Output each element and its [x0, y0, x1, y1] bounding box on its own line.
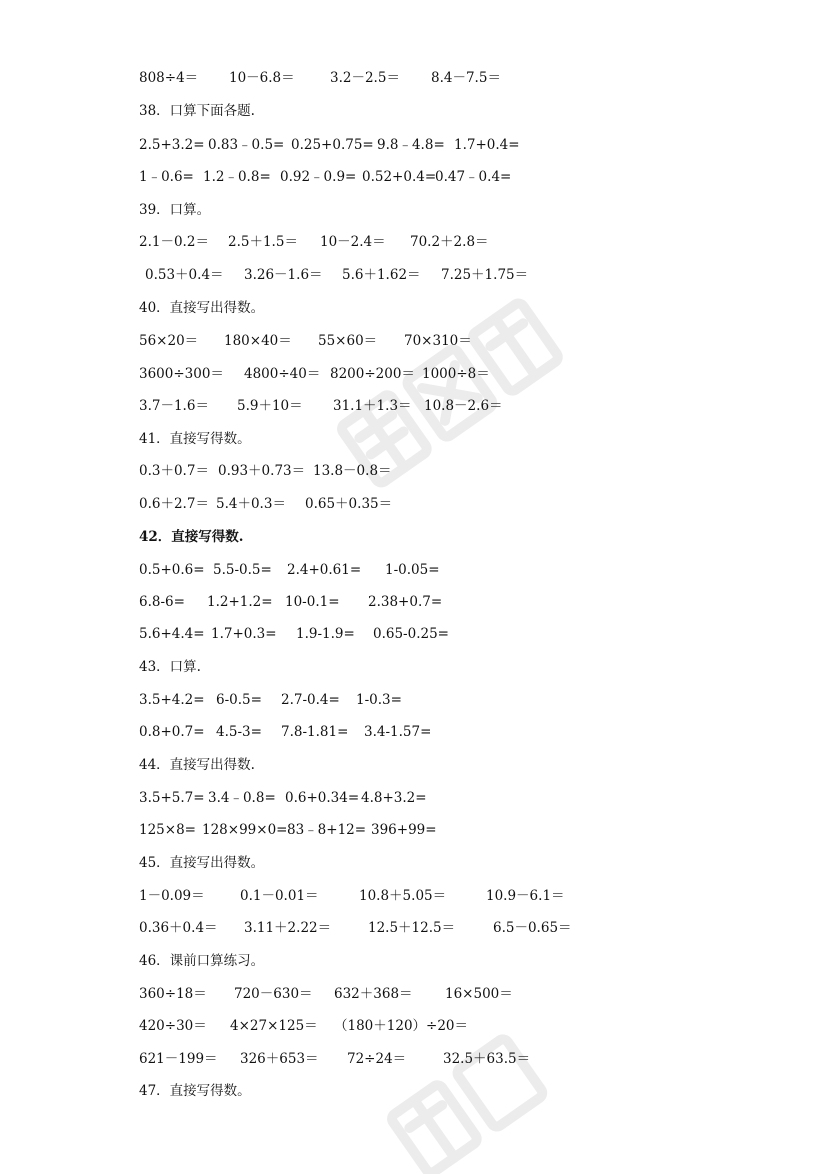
math-expression: 70.2＋2.8＝: [410, 234, 489, 250]
math-expression: 3.5+4.2=: [139, 692, 205, 708]
math-expression: 0.5+0.6=: [139, 562, 205, 578]
exercise-row: [0, 592, 830, 612]
math-expression: 3.4﹣0.8=: [208, 790, 276, 806]
math-expression: 621－199＝: [139, 1051, 218, 1067]
math-expression: 55×60＝: [318, 333, 378, 349]
math-expression: 6.5－0.65＝: [493, 920, 572, 936]
math-expression: 3.11＋2.22＝: [244, 920, 332, 936]
math-expression: 10－2.4＝: [320, 234, 386, 250]
math-expression: 720－630＝: [234, 986, 313, 1002]
math-expression: 0.65＋0.35＝: [305, 496, 393, 512]
math-expression: 12.5＋12.5＝: [368, 920, 456, 936]
exercise-row: [0, 788, 830, 808]
question-heading: 43．口算.: [139, 659, 201, 675]
math-expression: 6-0.5=: [216, 692, 262, 708]
math-expression: 125×8=: [139, 822, 196, 838]
math-expression: 0.93＋0.73＝: [218, 463, 306, 479]
math-expression: 0.36＋0.4＝: [139, 920, 218, 936]
math-expression: 3600÷300＝: [139, 366, 224, 382]
exercise-row: [0, 396, 830, 416]
math-expression: 1-0.3=: [356, 692, 402, 708]
math-expression: 396+99=: [371, 822, 437, 838]
math-expression: 3.7－1.6＝: [139, 398, 209, 414]
math-expression: 0.52+0.4=: [362, 169, 437, 185]
math-expression: 7.8-1.81=: [281, 724, 349, 740]
math-expression: 1.9-1.9=: [296, 626, 355, 642]
math-expression: 128×99×0=: [202, 822, 288, 838]
math-expression: 3.4-1.57=: [364, 724, 432, 740]
math-expression: 5.9＋10＝: [237, 398, 303, 414]
math-expression: 0.53＋0.4＝: [145, 267, 224, 283]
question-heading: 45．直接写出得数。: [139, 855, 265, 871]
math-expression: 1.2﹣0.8=: [203, 169, 271, 185]
math-expression: 2.5＋1.5＝: [228, 234, 298, 250]
exercise-row: [0, 494, 830, 514]
math-expression: 1000÷8＝: [422, 366, 490, 382]
math-expression: 2.1－0.2＝: [139, 234, 209, 250]
exercise-row: [0, 560, 830, 580]
math-expression: 0.65-0.25=: [373, 626, 449, 642]
exercise-row: [0, 918, 830, 938]
math-expression: 7.25＋1.75＝: [441, 267, 529, 283]
math-expression: 0.92﹣0.9=: [280, 169, 357, 185]
math-expression: 632＋368＝: [334, 986, 413, 1002]
math-expression: 180×40＝: [224, 333, 292, 349]
question-heading: 40．直接写出得数。: [139, 300, 265, 316]
math-expression: 3.5+5.7=: [139, 790, 205, 806]
exercise-row: [0, 984, 830, 1004]
exercise-row: [0, 722, 830, 742]
math-expression: 4.5-3=: [216, 724, 262, 740]
math-expression: 10.8－2.6＝: [424, 398, 503, 414]
math-expression: 0.6＋2.7＝: [139, 496, 209, 512]
exercise-row: [0, 331, 830, 351]
math-expression: 10－6.8＝: [229, 70, 295, 86]
math-expression: 8200÷200＝: [330, 366, 415, 382]
math-expression: （180＋120）÷20＝: [334, 1018, 469, 1034]
math-expression: 5.5-0.5=: [213, 562, 272, 578]
math-expression: 808÷4＝: [139, 70, 199, 86]
question-heading: 47．直接写得数。: [139, 1083, 251, 1099]
math-expression: 2.5+3.2=: [139, 137, 205, 153]
exercise-row: [0, 364, 830, 384]
math-expression: 5.6+4.4=: [139, 626, 205, 642]
math-expression: 326＋653＝: [240, 1051, 319, 1067]
math-expression: 32.5＋63.5＝: [443, 1051, 531, 1067]
math-expression: 0.8+0.7=: [139, 724, 205, 740]
math-expression: 1－0.09＝: [139, 888, 205, 904]
question-heading: 38．口算下面各题.: [139, 103, 255, 119]
math-expression: 1-0.05=: [385, 562, 440, 578]
math-expression: 3.2－2.5＝: [330, 70, 400, 86]
math-expression: 0.1－0.01＝: [240, 888, 319, 904]
math-expression: 1.7+0.3=: [211, 626, 277, 642]
exercise-row: [0, 690, 830, 710]
math-expression: 1.7+0.4=: [454, 137, 520, 153]
math-expression: 0.25+0.75=: [291, 137, 374, 153]
math-expression: 16×500＝: [445, 986, 513, 1002]
math-expression: 4×27×125＝: [230, 1018, 318, 1034]
math-expression: 9.8﹣4.8=: [377, 137, 445, 153]
math-expression: 1.2+1.2=: [207, 594, 273, 610]
question-heading: 44．直接写出得数.: [139, 757, 255, 773]
math-expression: 10.9－6.1＝: [486, 888, 565, 904]
question-heading: 39．口算。: [139, 202, 211, 218]
math-expression: 5.6＋1.62＝: [342, 267, 421, 283]
math-expression: 0.47﹣0.4=: [435, 169, 512, 185]
math-expression: 420÷30＝: [139, 1018, 207, 1034]
exercise-row: [0, 232, 830, 252]
math-expression: 0.3＋0.7＝: [139, 463, 209, 479]
exercise-row: [0, 461, 830, 481]
question-heading: 42．直接写得数.: [139, 529, 244, 545]
math-expression: 70×310＝: [404, 333, 472, 349]
math-expression: 83﹣8+12=: [287, 822, 367, 838]
math-expression: 4.8+3.2=: [361, 790, 427, 806]
question-heading: 41．直接写得数。: [139, 431, 251, 447]
exercise-row: [0, 265, 830, 285]
math-expression: 2.38+0.7=: [368, 594, 443, 610]
math-expression: 0.6+0.34=: [285, 790, 360, 806]
exercise-row: [0, 1049, 830, 1069]
math-expression: 2.7-0.4=: [281, 692, 340, 708]
exercise-row: [0, 167, 830, 187]
math-expression: 10-0.1=: [285, 594, 340, 610]
math-expression: 1﹣0.6=: [139, 169, 194, 185]
math-expression: 8.4－7.5＝: [431, 70, 501, 86]
math-expression: 360÷18＝: [139, 986, 207, 1002]
exercise-row: [0, 886, 830, 906]
math-expression: 4800÷40＝: [244, 366, 321, 382]
exercise-row: [0, 820, 830, 840]
exercise-row: [0, 1016, 830, 1036]
math-expression: 0.83﹣0.5=: [208, 137, 285, 153]
exercise-row: [0, 135, 830, 155]
math-expression: 10.8＋5.05＝: [359, 888, 447, 904]
question-heading: 46．课前口算练习。: [139, 953, 265, 969]
math-expression: 3.26－1.6＝: [244, 267, 323, 283]
math-expression: 6.8-6=: [139, 594, 185, 610]
math-expression: 2.4+0.61=: [287, 562, 362, 578]
math-expression: 72÷24＝: [347, 1051, 407, 1067]
math-expression: 56×20＝: [139, 333, 199, 349]
math-expression: 13.8－0.8＝: [313, 463, 392, 479]
math-expression: 31.1＋1.3＝: [333, 398, 412, 414]
math-expression: 5.4＋0.3＝: [216, 496, 286, 512]
exercise-row: [0, 68, 830, 88]
exercise-row: [0, 624, 830, 644]
